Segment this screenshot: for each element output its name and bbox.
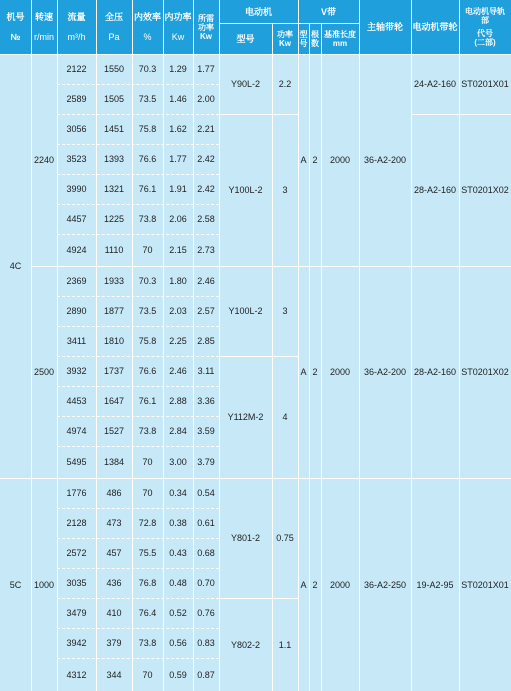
row-divider	[57, 416, 219, 417]
grid-line	[272, 23, 273, 691]
table-cell-eff: 75.8	[138, 336, 157, 346]
main-pulley-2-text: 36-A2-200	[363, 367, 407, 377]
header-required-power-sub: Kw	[200, 31, 212, 41]
grid-line	[193, 0, 194, 691]
header-model	[0, 0, 31, 54]
table-cell-pressure: 1110	[104, 245, 124, 255]
grid-line	[219, 598, 298, 599]
table-cell-rp: 0.68	[197, 548, 215, 558]
table-cell-pressure: 486	[106, 488, 122, 498]
table-cell-rp: 2.73	[197, 245, 215, 255]
table-cell-ip: 0.43	[169, 548, 187, 558]
motor-power-3-text: 3	[282, 306, 288, 316]
table-cell-ip: 2.84	[169, 426, 187, 436]
table-cell-flow: 2128	[66, 518, 87, 528]
motor-pulley-1-text: 24-A2-160	[413, 79, 457, 89]
row-divider	[57, 174, 219, 175]
motor-power-1-text: 2.2	[278, 79, 292, 89]
table-cell-rp: 2.00	[197, 94, 215, 104]
motor-rail-3	[459, 266, 511, 478]
vbelt-model-2-text: A	[300, 367, 307, 377]
table-cell-eff: 76.8	[138, 578, 157, 588]
table-cell-pressure: 1550	[103, 64, 125, 74]
motor-model-1-text: Y90L-2	[230, 79, 261, 89]
header-vbelt-count-label: 根数	[311, 29, 319, 48]
model-4c-text: 4C	[9, 261, 22, 271]
table-cell-ip: 1.80	[169, 276, 187, 286]
table-cell-ip: 1.46	[169, 94, 187, 104]
grid-line	[219, 356, 298, 357]
table-cell-flow: 2122	[66, 64, 87, 74]
header-required-power	[193, 0, 219, 54]
header-internal-power	[163, 0, 193, 54]
header-flow-label: 流量	[67, 12, 86, 22]
header-motor-model	[219, 23, 272, 54]
table-cell-eff: 73.8	[138, 214, 157, 224]
motor-rail-3-text: ST0201X02	[461, 367, 509, 377]
table-cell-flow: 3942	[66, 638, 87, 648]
motor-model-3	[219, 266, 272, 356]
header-motor-model-label: 型号	[236, 33, 255, 44]
table-cell-flow: 4312	[66, 669, 87, 680]
table-cell-flow: 4453	[66, 396, 87, 406]
table-cell-eff: 76.1	[138, 184, 157, 194]
header-efficiency-label: 内效率	[133, 12, 161, 22]
vbelt-length-3-text: 2000	[329, 579, 351, 590]
motor-rail-4-text: ST0201X01	[461, 579, 509, 590]
vbelt-count-3-text: 2	[312, 579, 318, 590]
main-pulley-3-text: 36-A2-250	[363, 579, 407, 590]
vbelt-length-2-text: 2000	[329, 367, 351, 377]
row-divider	[57, 326, 219, 327]
table-cell-flow: 3990	[66, 184, 87, 194]
table-cell-rp: 1.77	[197, 64, 215, 74]
table-cell-eff: 70.3	[138, 64, 157, 74]
table-cell-flow: 4457	[66, 214, 87, 224]
grid-line	[219, 23, 359, 24]
speed-1000-text: 1000	[33, 579, 55, 590]
table-cell-rp: 0.83	[197, 638, 215, 648]
motor-power-2	[272, 114, 298, 266]
table-cell-pressure: 1321	[103, 184, 125, 194]
motor-rail-2-text: ST0201X02	[461, 185, 509, 195]
grid-line	[31, 0, 32, 691]
header-motor-label: 电动机	[244, 6, 272, 17]
table-cell-pressure: 1810	[103, 336, 125, 346]
vbelt-count-1	[309, 54, 321, 266]
motor-power-6	[272, 598, 298, 691]
header-motor-power-label: 功率Kw	[277, 29, 293, 48]
grid-line	[321, 23, 322, 691]
row-divider	[57, 568, 219, 569]
vbelt-model-2	[298, 266, 309, 478]
motor-power-5	[272, 478, 298, 598]
header-motor-pulley	[411, 0, 459, 54]
table-cell-flow: 2890	[66, 306, 87, 316]
table-cell-eff: 70	[142, 457, 153, 467]
header-pressure-sub: Pa	[108, 32, 120, 42]
header-motor-rail-label: 电动机导轨部	[465, 7, 505, 25]
motor-power-5-text: 0.75	[276, 533, 294, 543]
table-cell-flow: 3035	[66, 578, 87, 588]
table-cell-eff: 75.8	[138, 124, 157, 134]
header-flow	[57, 0, 96, 54]
header-vbelt-length-label: 基准长度mm	[324, 29, 356, 48]
table-cell-pressure: 1737	[103, 366, 125, 376]
motor-model-1	[219, 54, 272, 114]
header-internal-power-label: 内功率	[164, 12, 192, 22]
table-cell-ip: 2.03	[169, 306, 187, 316]
header-pressure-label: 全压	[104, 12, 123, 22]
table-cell-pressure: 1647	[103, 396, 125, 406]
vbelt-length-2	[321, 266, 359, 478]
header-vbelt-label: V带	[320, 6, 336, 17]
vbelt-count-1-text: 2	[312, 155, 318, 165]
table-cell-pressure: 1933	[103, 276, 125, 286]
row-divider	[57, 356, 219, 357]
header-motor-pulley-label: 电动机带轮	[412, 22, 458, 32]
table-cell-pressure: 379	[106, 638, 122, 648]
row-divider	[57, 114, 219, 115]
table-cell-pressure: 457	[106, 548, 122, 558]
grid-line	[411, 114, 511, 115]
header-speed-label: 转速	[34, 12, 53, 22]
vbelt-model-1-text: A	[300, 155, 307, 165]
table-cell-rp: 2.57	[197, 306, 215, 316]
table-cell-rp: 0.76	[197, 608, 215, 618]
header-motor	[219, 0, 298, 23]
header-vbelt	[298, 0, 359, 23]
motor-power-2-text: 3	[282, 185, 288, 195]
grid-line	[163, 0, 164, 691]
model-5c	[0, 478, 31, 691]
grid-line	[0, 478, 511, 479]
vbelt-length-1	[321, 54, 359, 266]
table-cell-ip: 0.56	[169, 638, 187, 648]
table-cell-rp: 2.42	[197, 154, 215, 164]
header-motor-rail-sub2: (二部)	[474, 38, 496, 47]
table-cell-ip: 3.00	[169, 457, 187, 467]
vbelt-length-3	[321, 478, 359, 691]
motor-model-2	[219, 114, 272, 266]
vbelt-model-3	[298, 478, 309, 691]
table-cell-eff: 76.6	[138, 366, 157, 376]
motor-model-4-text: Y112M-2	[227, 412, 264, 422]
header-required-power-label: 所需功率	[198, 13, 214, 32]
table-cell-flow: 2369	[66, 276, 87, 286]
motor-pulley-2-text: 28-A2-160	[413, 185, 457, 195]
vbelt-count-2	[309, 266, 321, 478]
header-main-pulley	[359, 0, 411, 54]
table-cell-ip: 2.15	[169, 245, 187, 255]
table-cell-rp: 0.87	[197, 669, 215, 680]
table-cell-rp: 3.59	[197, 426, 215, 436]
table-cell-eff: 73.8	[138, 638, 157, 648]
header-vbelt-model-label: 型号	[299, 29, 308, 48]
table-cell-rp: 2.21	[197, 124, 215, 134]
header-vbelt-model	[298, 23, 309, 54]
header-main-pulley-label: 主轴带轮	[366, 22, 403, 32]
row-divider	[57, 84, 219, 85]
speed-1000	[31, 478, 57, 691]
model-5c-text: 5C	[9, 579, 22, 590]
table-cell-rp: 2.42	[197, 184, 215, 194]
grid-line	[96, 0, 97, 691]
main-pulley-1-text: 36-A2-200	[363, 155, 407, 165]
table-cell-rp: 0.70	[197, 578, 215, 588]
table-cell-pressure: 1877	[103, 306, 125, 316]
header-model-sub: №	[10, 32, 21, 42]
grid-line	[298, 0, 299, 691]
header-motor-rail-sub: 代号	[477, 29, 493, 38]
table-cell-eff: 76.6	[138, 154, 157, 164]
row-divider	[57, 508, 219, 509]
table-cell-rp: 0.54	[197, 488, 215, 498]
motor-rail-1-text: ST0201X01	[461, 79, 509, 89]
table-cell-pressure: 1384	[103, 457, 125, 467]
motor-model-5	[219, 478, 272, 598]
model-4c	[0, 54, 31, 478]
vbelt-model-3-text: A	[300, 579, 307, 590]
table-cell-eff: 72.8	[138, 518, 157, 528]
table-cell-ip: 2.88	[169, 396, 187, 406]
header-efficiency-sub: %	[143, 32, 152, 42]
table-cell-pressure: 1527	[103, 426, 125, 436]
table-cell-rp: 3.36	[197, 396, 215, 406]
motor-pulley-2	[411, 114, 459, 266]
table-cell-ip: 0.48	[169, 578, 187, 588]
header-speed	[31, 0, 57, 54]
motor-power-3	[272, 266, 298, 356]
grid-line	[0, 54, 511, 55]
table-cell-eff: 70	[142, 488, 153, 498]
table-cell-flow: 2572	[66, 548, 87, 558]
table-cell-pressure: 1505	[103, 94, 125, 104]
motor-model-5-text: Y801-2	[230, 533, 261, 543]
table-cell-eff: 70.3	[138, 276, 157, 286]
table-cell-ip: 0.34	[169, 488, 187, 498]
main-pulley-3	[359, 478, 411, 691]
row-divider	[57, 538, 219, 539]
table-cell-rp: 2.58	[197, 214, 215, 224]
grid-line	[309, 23, 310, 691]
speed-2240-text: 2240	[33, 155, 55, 165]
table-cell-ip: 2.25	[169, 336, 187, 346]
table-cell-pressure: 344	[106, 669, 122, 680]
motor-power-1	[272, 54, 298, 114]
table-cell-flow: 2589	[66, 94, 87, 104]
speed-2240	[31, 54, 57, 266]
row-divider	[57, 386, 219, 387]
table-cell-pressure: 1225	[103, 214, 125, 224]
table-cell-ip: 0.38	[169, 518, 187, 528]
vbelt-length-1-text: 2000	[329, 155, 351, 165]
table-cell-flow: 3479	[66, 608, 87, 618]
motor-model-6	[219, 598, 272, 691]
table-cell-ip: 1.77	[169, 154, 187, 164]
table-cell-ip: 1.62	[169, 124, 187, 134]
table-cell-rp: 3.79	[197, 457, 215, 467]
header-model-label: 机号	[6, 12, 25, 22]
row-divider	[57, 234, 219, 235]
table-cell-eff: 73.5	[138, 94, 157, 104]
table-cell-ip: 2.46	[169, 366, 187, 376]
vbelt-model-1	[298, 54, 309, 266]
table-cell-ip: 1.29	[169, 64, 187, 74]
table-cell-flow: 3411	[66, 336, 87, 346]
table-cell-eff: 70	[142, 669, 153, 680]
table-cell-pressure: 1393	[103, 154, 125, 164]
table-cell-rp: 3.11	[197, 366, 215, 376]
header-vbelt-length	[321, 23, 359, 54]
grid-line	[57, 0, 58, 691]
motor-power-4-text: 4	[282, 412, 288, 422]
table-cell-flow: 4974	[66, 426, 87, 436]
table-cell-flow: 3932	[66, 366, 87, 376]
grid-line	[132, 0, 133, 691]
header-motor-rail	[459, 0, 511, 54]
header-internal-power-sub: Kw	[171, 32, 185, 42]
motor-model-4	[219, 356, 272, 478]
row-divider	[57, 204, 219, 205]
header-motor-power	[272, 23, 298, 54]
table-cell-flow: 5495	[66, 457, 87, 467]
grid-line	[31, 266, 511, 267]
row-divider	[57, 658, 219, 659]
motor-model-2-text: Y100L-2	[228, 185, 263, 195]
header-speed-sub: r/min	[34, 32, 54, 42]
motor-model-3-text: Y100L-2	[228, 306, 263, 316]
table-cell-rp: 0.61	[197, 518, 215, 528]
header-pressure	[96, 0, 132, 54]
grid-line	[359, 0, 360, 691]
motor-pulley-4-text: 19-A2-95	[416, 579, 454, 590]
grid-line	[219, 114, 298, 115]
table-cell-pressure: 436	[106, 578, 122, 588]
row-divider	[57, 598, 219, 599]
row-divider	[57, 296, 219, 297]
motor-rail-4	[459, 478, 511, 691]
table-cell-eff: 73.5	[138, 306, 157, 316]
header-flow-sub: m³/h	[67, 32, 86, 42]
speed-2500-text: 2500	[33, 367, 55, 377]
table-cell-ip: 0.52	[169, 608, 187, 618]
speed-2500	[31, 266, 57, 478]
table-cell-flow: 3056	[66, 124, 87, 134]
vbelt-count-2-text: 2	[312, 367, 318, 377]
motor-rail-2	[459, 114, 511, 266]
table-cell-pressure: 410	[106, 608, 122, 618]
motor-pulley-4	[411, 478, 459, 691]
motor-model-6-text: Y802-2	[230, 639, 261, 650]
table-cell-ip: 1.91	[169, 184, 187, 194]
table-cell-flow: 1776	[66, 488, 87, 498]
grid-line	[459, 0, 460, 691]
table-cell-flow: 4924	[66, 245, 87, 255]
table-cell-pressure: 473	[106, 518, 122, 528]
vbelt-count-3	[309, 478, 321, 691]
main-pulley-2	[359, 266, 411, 478]
table-cell-eff: 73.8	[138, 426, 157, 436]
main-pulley-1	[359, 54, 411, 266]
table-cell-ip: 0.59	[169, 669, 187, 680]
grid-line	[411, 0, 412, 691]
header-efficiency	[132, 0, 163, 54]
motor-power-6-text: 1.1	[278, 639, 292, 650]
motor-pulley-1	[411, 54, 459, 114]
table-cell-eff: 76.4	[138, 608, 157, 618]
table-cell-eff: 75.5	[138, 548, 157, 558]
table-cell-rp: 2.46	[197, 276, 215, 286]
motor-rail-1	[459, 54, 511, 114]
motor-pulley-3-text: 28-A2-160	[413, 367, 457, 377]
row-divider	[57, 446, 219, 447]
table-cell-pressure: 1451	[103, 124, 125, 134]
header-vbelt-count	[309, 23, 321, 54]
motor-pulley-3	[411, 266, 459, 478]
row-divider	[57, 628, 219, 629]
table-cell-rp: 2.85	[197, 336, 215, 346]
grid-line	[219, 0, 220, 691]
table-cell-ip: 2.06	[169, 214, 187, 224]
row-divider	[57, 144, 219, 145]
table-cell-eff: 76.1	[138, 396, 157, 406]
motor-power-4	[272, 356, 298, 478]
table-cell-eff: 70	[142, 245, 153, 255]
table-cell-flow: 3523	[66, 154, 87, 164]
